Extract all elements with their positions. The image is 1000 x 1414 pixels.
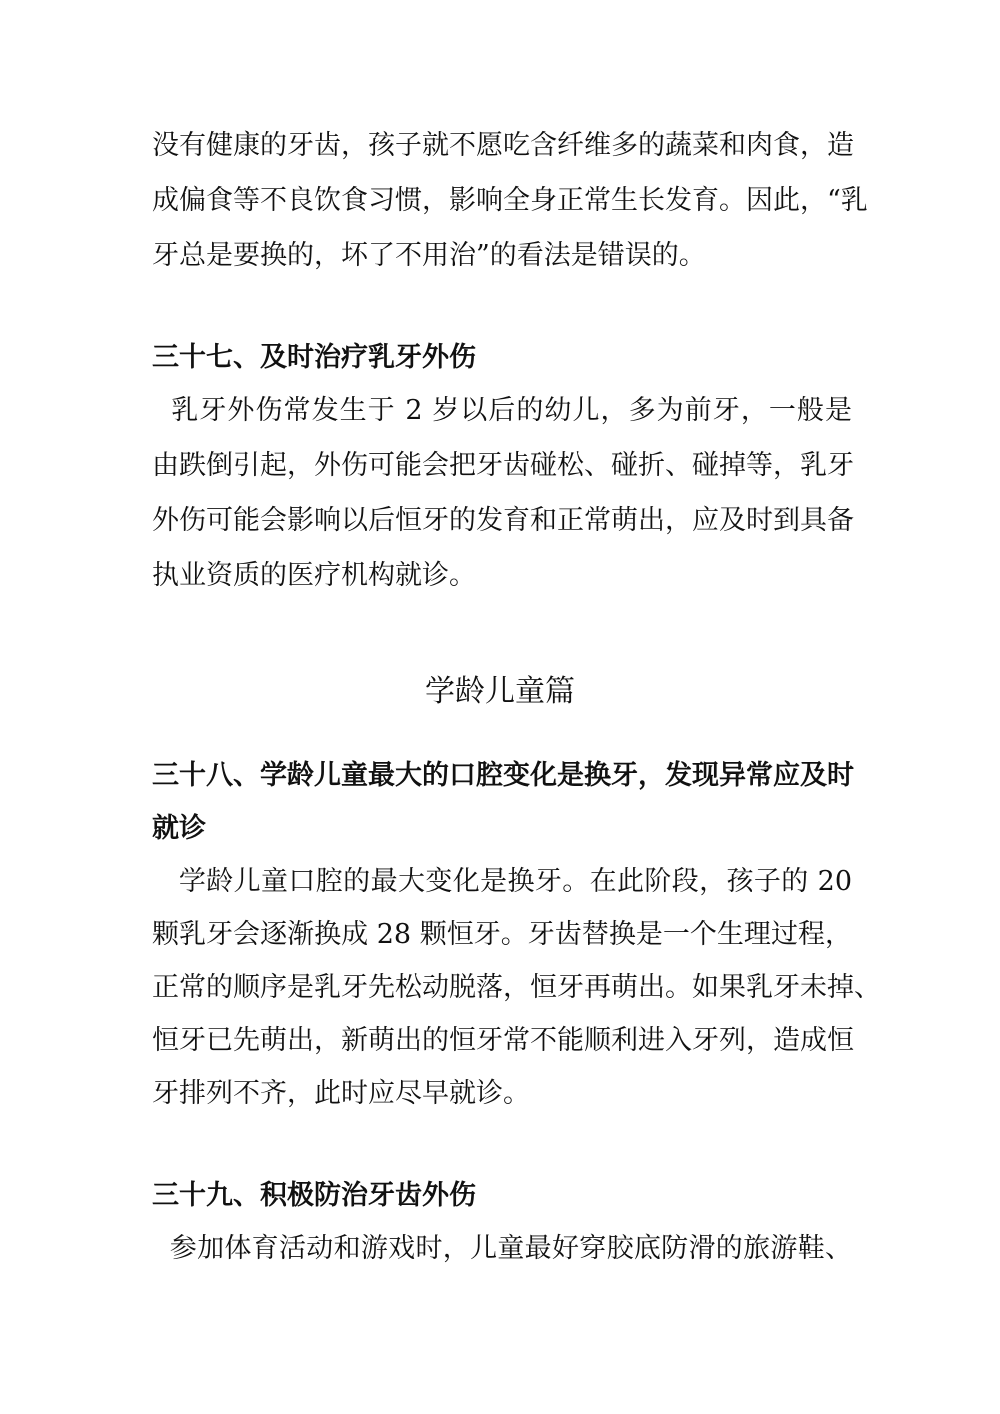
paragraph-line: 正常的顺序是乳牙先松动脱落，恒牙再萌出。如果乳牙未掉、 <box>152 972 881 1003</box>
paragraph-line: 由跌倒引起，外伤可能会把牙齿碰松、碰折、碰掉等，乳牙 <box>152 450 854 481</box>
paragraph-line: 参加体育活动和游戏时，儿童最好穿胶底防滑的旅游鞋、 <box>152 1233 852 1264</box>
paragraph-line: 没有健康的牙齿，孩子就不愿吃含纤维多的蔬菜和肉食，造 <box>152 130 854 161</box>
paragraph-line: 恒牙已先萌出，新萌出的恒牙常不能顺利进入牙列，造成恒 <box>152 1025 854 1056</box>
paragraph-line: 外伤可能会影响以后恒牙的发育和正常萌出，应及时到具备 <box>152 505 854 536</box>
paragraph-line: 乳牙外伤常发生于 2 岁以后的幼儿，多为前牙，一般是 <box>152 395 852 426</box>
paragraph-line: 颗乳牙会逐渐换成 28 颗恒牙。牙齿替换是一个生理过程， <box>152 919 852 950</box>
section-heading-38: 三十八、学龄儿童最大的口腔变化是换牙，发现异常应及时 <box>152 760 854 791</box>
section-title: 学龄儿童篇 <box>425 674 575 709</box>
paragraph-line: 成偏食等不良饮食习惯，影响全身正常生长发育。因此，“乳 <box>152 185 868 216</box>
section-heading-39: 三十九、积极防治牙齿外伤 <box>152 1180 476 1211</box>
section-heading-37: 三十七、及时治疗乳牙外伤 <box>152 342 476 373</box>
paragraph-line: 执业资质的医疗机构就诊。 <box>152 560 476 591</box>
section-heading-38-continued: 就诊 <box>152 813 206 844</box>
paragraph-line: 学龄儿童口腔的最大变化是换牙。在此阶段，孩子的 20 <box>152 866 852 897</box>
paragraph-line: 牙排列不齐，此时应尽早就诊。 <box>152 1078 530 1109</box>
paragraph-line: 牙总是要换的，坏了不用治”的看法是错误的。 <box>152 240 706 271</box>
